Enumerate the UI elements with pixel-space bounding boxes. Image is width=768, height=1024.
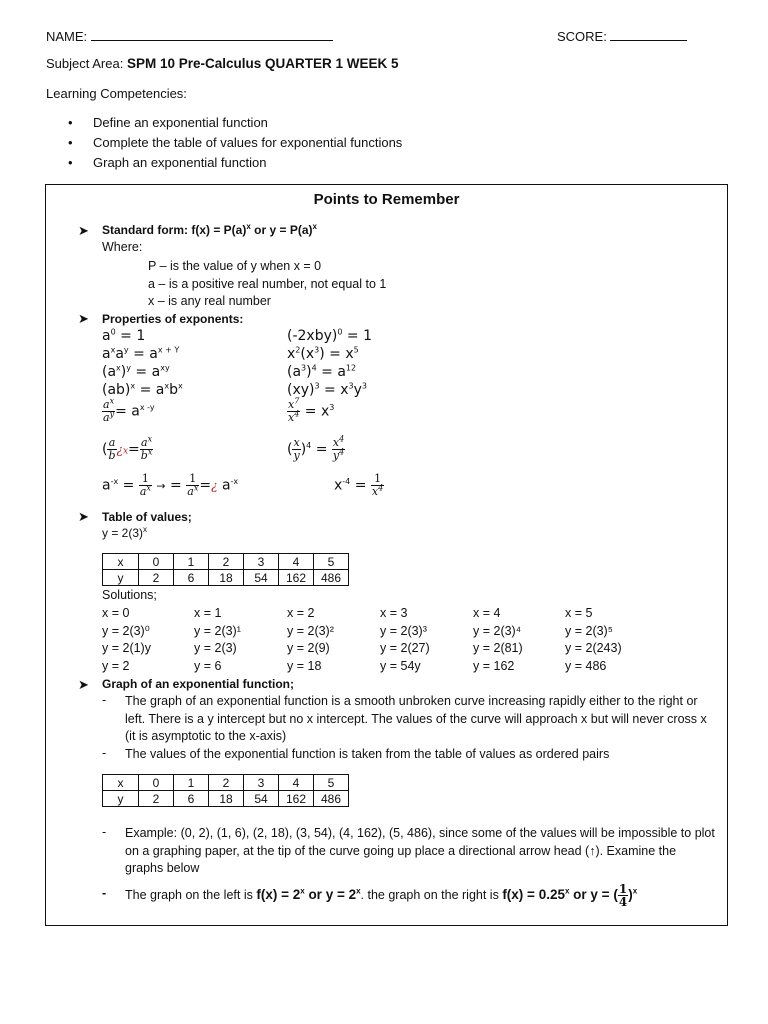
solution-col: x = 4 y = 2(3)⁴ y = 2(81) y = 162 [473, 606, 523, 673]
graph-label: Graph of an exponential function; [102, 677, 294, 691]
definition-x: x – is any real number [148, 294, 271, 308]
score-blank[interactable] [610, 28, 687, 41]
solutions-label: Solutions; [102, 588, 157, 602]
solution-col: x = 5 y = 2(3)⁵ y = 2(243) y = 486 [565, 606, 622, 673]
arrow-bullet-icon: ➤ [78, 223, 89, 238]
where-label: Where: [102, 240, 143, 254]
list-item: • Define an exponential function [68, 115, 268, 130]
values-table [102, 553, 349, 586]
graph-paragraph-1: The graph of an exponential function is a smooth unbroken curve increasing rapidly either to the right or left. There is a y intercept but no x intercept. The values of the curve will approach x but will never cross x (it is asymptotic to the x-axis) [125, 694, 707, 743]
table-row: x 0 1 2 3 4 5 [103, 775, 349, 791]
definitions [148, 258, 386, 311]
properties-right: $(-2xby)^0 = 1$ $x^2(x^3) = x^5$ $(a^3)^4 = a^{12}$ $(xy)^3 = x^3y^3$ [287, 327, 372, 398]
negative-exponent-example: $x^{-4}$ = $\frac{1}{x^4}$ [334, 472, 384, 498]
graph-paragraph-4: The graph on the left is $f(x) = 2^x$ or $y = 2^x$. the graph on the right is $f(x) = 0.25^x$ or y = ( $\frac{1}{4}$ )$^x$ [125, 882, 638, 909]
table-row: y 2 6 18 54 162 486 [103, 791, 349, 807]
power-of-quotient: ( $\frac{a}{b}$ ¿x= $\frac{a^x}{b^x}$ [102, 434, 153, 462]
quotient-example: $\frac{x^7}{x^4}$ = $x^3$ [288, 396, 335, 424]
arrow-bullet-icon: ➤ [78, 677, 89, 692]
standard-form: Standard form: $f(x) = P(a)^x$ or $y = P(a)^x$ [102, 222, 317, 237]
table-equation: $y = 2(3)^x$ [102, 525, 148, 540]
arrow-bullet-icon: ➤ [78, 509, 89, 524]
arrow-bullet-icon: ➤ [78, 311, 89, 326]
points-title: Points to Remember [313, 191, 460, 208]
table-row: x 0 1 2 3 4 5 [103, 554, 349, 570]
definition-p: P – is the value of y when x = 0 [148, 259, 322, 273]
list-item: • Complete the table of values for exponential functions [68, 135, 403, 150]
solution-col: x = 0 y = 2(3)⁰ y = 2(1)y y = 2 [102, 606, 151, 673]
solution-col: x = 1 y = 2(3)¹ y = 2(3) y = 6 [194, 606, 241, 673]
graph-paragraph-3: Example: (0, 2), (1, 6), (2, 18), (3, 54), (4, 162), (5, 486), since some of the values will be impossible to plot on a graphing paper, at the tip of the curve going up place a directional arrow head (↑). Examine the graphs below [125, 826, 715, 875]
points-box: Points to Remember ➤ Standard form: $f(x) = P(a)^x$ or $y = P(a)^x$ Where: P – is the value of y when x = 0 a – is a positive real number, not equal to 1 x – is any real number ➤ Properties of exponents: $a^0 = 1$ $a^xa^y = a^{x + Y}$ $(a^x)^y = a^{xy}$ $(ab)^x = a^xb^x$ $(-2xby)^0 = 1$ $x^2(x^3) = x^5$ $(a^3)^4 = a^{12}$ $(xy)^3 = x^3y^3$ $\frac{a^x}{a^y}$ = $a^{x -y}$ $\frac{x^7}{x^4}$ = $x^3$ ( $\frac{a}{b}$ ¿x= $\frac{a^x}{b^x}$ ( $\frac{x}{y}$ )$^4$ = $\frac{x^4}{y^4}$ $a^{-x}$ = $\frac{1}{a^x}$ → = $\frac{1}{a^x}$ =¿ $a^{-x}$ $x^{-4}$ = $\frac{1}{x^4}$ ➤ Table of values; $y = 2(3)^x$ x 0 1 2 3 4 5 y 2 6 18 54 162 486 Solutions; x = 0 y = 2(3)⁰ y = 2(1)y y = 2 x = 1 y = 2(3)¹ y = 2(3) y = 6 x = 2 y = 2(3)² y = 2(9) y = 18 x = 3 y = 2(3)³ y = 2(27) y = 54y x = 4 y = 2(3)⁴ y = 2(81) y = 162 x = 5 y = 2(3)⁵ y = 2(243) y = 486 ➤ Graph of an exponential function; - The graph of an exponential function is a smooth unbroken curve increasing rapidly either to the right or left. There is a y intercept but no x intercept. The values of the curve will approach x but will never cross x (it is asymptotic to the x-axis) - The values of the exponential function is taken from the table of values as ordered pairs x 0 1 2 3 4 5 y 2 6 18 54 162 486 - Example: (0, 2), (1, 6), (2, 18), (3, 54), (4, 162), (5, 486), since some of the values will be impossible to plot on a graphing paper, at the tip of the curve going up place a directional arrow head (↑). Examine the graphs below - The graph on the left is $f(x) = 2^x$ or $y = 2^x$. the graph on the right is $f(x) = 0.25^x$ or y = ( $\frac{1}{4}$ )$^x$ [45, 184, 728, 926]
subject-label: Subject Area: [46, 56, 124, 71]
table-label: Table of values; [102, 510, 192, 524]
values-table-2 [102, 774, 349, 807]
solution-col: x = 2 y = 2(3)² y = 2(9) y = 18 [287, 606, 334, 673]
competencies-list [68, 113, 402, 173]
table-row: y 2 6 18 54 162 486 [103, 570, 349, 586]
list-item: • Graph an exponential function [68, 155, 267, 170]
subject-row [46, 56, 399, 71]
properties-label: Properties of exponents: [102, 312, 244, 326]
power-of-quotient-example: ( $\frac{x}{y}$ )$^4$ = $\frac{x^4}{y^4}$ [287, 434, 345, 462]
negative-exponent: $a^{-x}$ = $\frac{1}{a^x}$ → = $\frac{1}{a^x}$ =¿ $a^{-x}$ [102, 472, 239, 498]
name-blank[interactable] [91, 28, 333, 41]
quotient-rule: $\frac{a^x}{a^y}$ = $a^{x -y}$ [103, 396, 155, 424]
properties-left: $a^0 = 1$ $a^xa^y = a^{x + Y}$ $(a^x)^y = a^{xy}$ $(ab)^x = a^xb^x$ [102, 327, 183, 398]
score-row [557, 28, 687, 44]
graph-paragraph-2: The values of the exponential function is taken from the table of values as ordered pairs [125, 747, 610, 761]
name-row [46, 28, 333, 44]
subject-value: SPM 10 Pre-Calculus QUARTER 1 WEEK 5 [126, 56, 399, 71]
name-label: NAME: [46, 29, 88, 44]
competencies-label: Learning Competencies: [46, 86, 187, 101]
score-label: SCORE: [557, 29, 607, 44]
solution-col: x = 3 y = 2(3)³ y = 2(27) y = 54y [380, 606, 430, 673]
definition-a: a – is a positive real number, not equal to 1 [148, 276, 387, 291]
